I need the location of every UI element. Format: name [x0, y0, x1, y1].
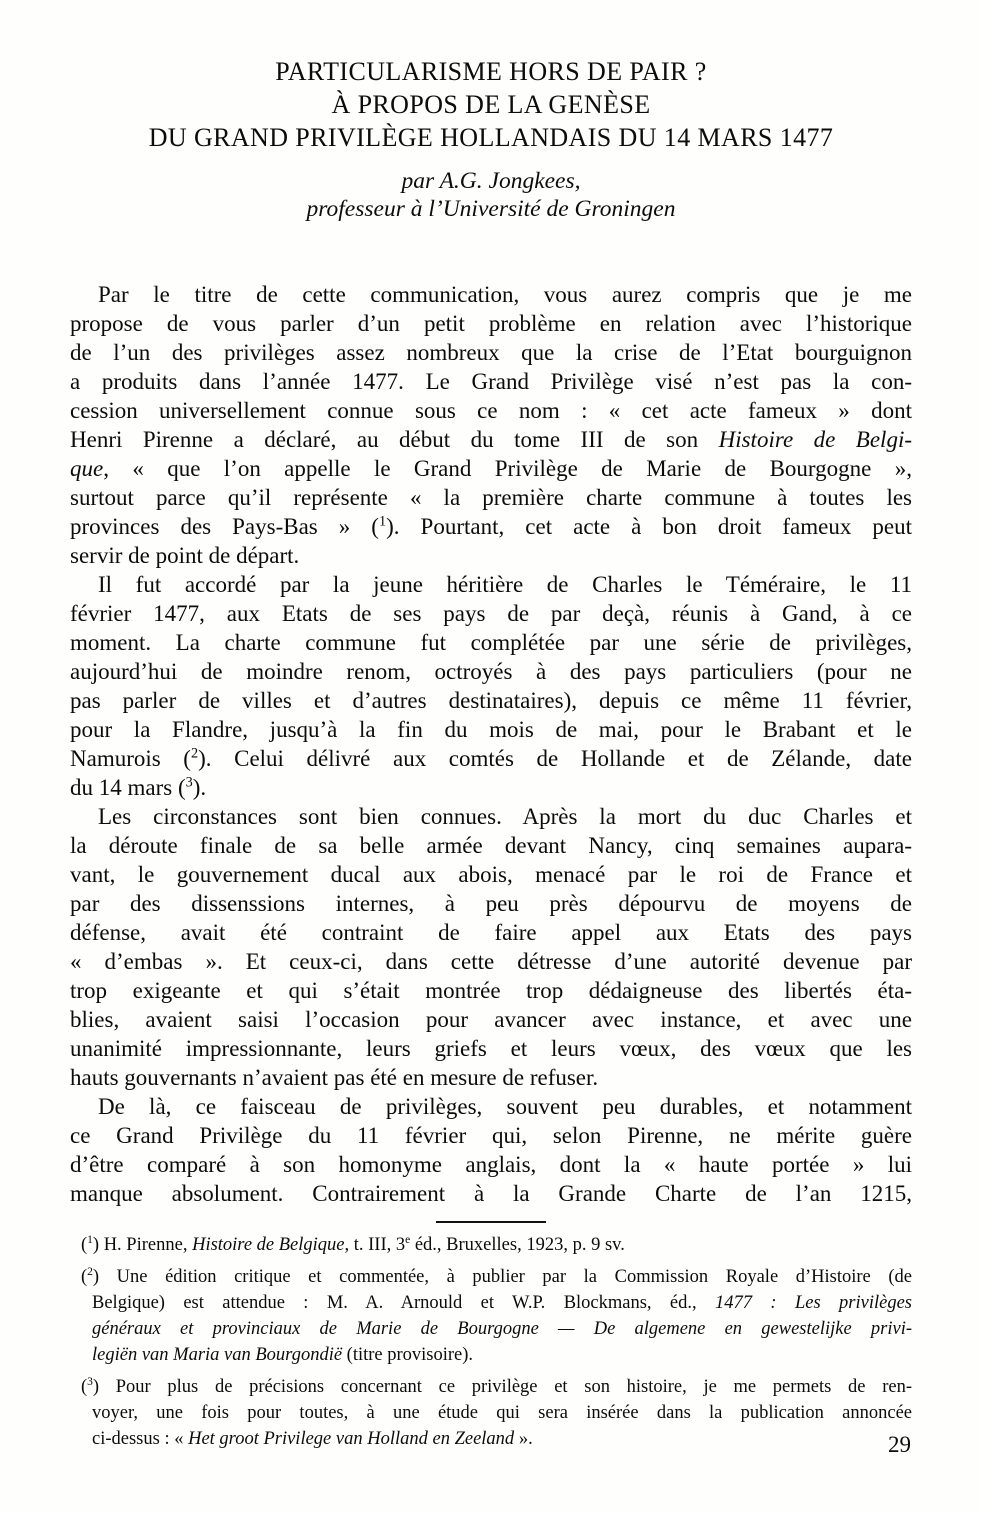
italic-text: généraux et provinciaux de Marie de Bourgogne — De algemene en gewestelijke privi-: [92, 1319, 912, 1339]
text-segment: par des dissenssions internes, à peu près dépourvu de moyens de: [70, 891, 912, 916]
text-line: [70, 976, 912, 1005]
byline: [70, 167, 912, 223]
paragraph: [70, 1092, 912, 1208]
superscript-ref: 2: [87, 1265, 93, 1278]
text-line: [70, 773, 912, 802]
text-segment: propose de vous parler d’un petit problème en relation avec l’historique: [70, 311, 912, 336]
superscript-ref: e: [405, 1233, 411, 1246]
text-segment: (: [81, 1267, 88, 1287]
text-segment: pas parler de villes et d’autres destinataires), depuis ce même 11 février,: [70, 688, 912, 713]
footnote: [70, 1232, 912, 1258]
text-line: [70, 947, 912, 976]
text-line: [70, 1264, 912, 1290]
text-line: [70, 570, 912, 599]
text-line: [70, 1150, 912, 1179]
text-segment: moment. La charte commune fut complétée par une série de privilèges,: [70, 630, 912, 655]
text-segment: , « que l’on appelle le Grand Privilège de Marie de Bourgogne »,: [103, 456, 912, 481]
italic-text: Histoire de Belgi-: [718, 427, 912, 452]
superscript-ref: 3: [185, 774, 193, 791]
text-line: [70, 541, 912, 570]
page-content: [70, 0, 912, 1452]
text-line: [70, 1400, 912, 1426]
text-line: [70, 1034, 912, 1063]
text-line: [70, 454, 912, 483]
italic-text: legiën van Maria van Bourgondië: [92, 1345, 343, 1365]
article-body: [70, 280, 912, 1208]
text-segment: surtout parce qu’il représente « la première charte commune à toutes les: [70, 485, 912, 510]
text-segment: Les circonstances sont bien connues. Après la mort du duc Charles et: [98, 804, 912, 829]
text-line: [70, 1005, 912, 1034]
text-segment: servir de point de départ.: [70, 543, 300, 568]
text-line: [70, 367, 912, 396]
text-line: [70, 309, 912, 338]
italic-text: que: [70, 456, 104, 481]
text-line: [70, 1063, 912, 1092]
paragraph: [70, 802, 912, 1092]
text-line: [70, 425, 912, 454]
text-segment: , t. III, 3: [344, 1235, 406, 1255]
superscript-ref: 3: [87, 1375, 93, 1388]
text-segment: de l’un des privilèges assez nombreux que la crise de l’Etat bourguignon: [70, 340, 912, 365]
text-line: [70, 280, 912, 309]
text-segment: d’être comparé à son homonyme anglais, dont la « haute portée » lui: [70, 1152, 912, 1177]
paragraph: [70, 570, 912, 802]
italic-text: 1477 : Les privilèges: [715, 1293, 912, 1313]
affiliation-line: professeur à l’Université de Groningen: [306, 196, 676, 222]
text-segment: hauts gouvernants n’avaient pas été en mesure de refuser.: [70, 1065, 599, 1090]
text-segment: vant, le gouvernement ducal aux abois, menacé par le roi de France et: [70, 862, 912, 887]
superscript-ref: 1: [87, 1233, 93, 1246]
text-segment: aujourd’hui de moindre renom, octroyés à des pays particuliers (pour ne: [70, 659, 912, 684]
text-segment: (: [81, 1377, 88, 1397]
title-line-3: DU GRAND PRIVILÈGE HOLLANDAIS DU 14 MARS 1477: [148, 123, 834, 152]
text-segment: cession universellement connue sous ce nom : « cet acte fameux » dont: [70, 398, 912, 423]
text-segment: défense, avait été contraint de faire appel aux Etats des pays: [70, 920, 912, 945]
footnote: [70, 1374, 912, 1452]
italic-text: Het groot Privilege van Holland en Zeeland: [188, 1429, 515, 1449]
text-segment: ).: [192, 775, 207, 800]
italic-text: Histoire de Belgique: [192, 1235, 345, 1255]
text-segment: la déroute finale de sa belle armée devant Nancy, cinq semaines aupara-: [70, 833, 912, 858]
text-segment: ). Pourtant, cet acte à bon droit fameux peut: [386, 514, 912, 539]
text-line: [70, 802, 912, 831]
text-segment: ) Pour plus de précisions concernant ce privilège et son histoire, je me permets de ren-: [92, 1377, 912, 1397]
superscript-ref: 2: [190, 745, 199, 762]
text-line: [70, 1342, 912, 1368]
text-line: [70, 744, 912, 773]
text-line: [70, 396, 912, 425]
text-line: [70, 889, 912, 918]
text-line: [70, 512, 912, 541]
text-segment: ci-dessus : «: [92, 1429, 189, 1449]
text-segment: manque absolument. Contrairement à la Grande Charte de l’an 1215,: [70, 1181, 912, 1206]
text-segment: trop exigeante et qui s’était montrée trop dédaigneuse des libertés éta-: [70, 978, 912, 1003]
text-segment: ) Une édition critique et commentée, à publier par la Commission Royale d’Histoire (de: [92, 1267, 912, 1287]
text-line: [70, 1426, 912, 1452]
text-line: [70, 1374, 912, 1400]
text-line: [70, 599, 912, 628]
text-line: [70, 657, 912, 686]
text-line: [70, 1316, 912, 1342]
article-title: [70, 55, 912, 154]
text-segment: ».: [514, 1429, 533, 1449]
text-segment: ce Grand Privilège du 11 février qui, selon Pirenne, ne mérite guère: [70, 1123, 912, 1148]
title-line-2: À PROPOS DE LA GENÈSE: [331, 90, 651, 119]
text-segment: ) H. Pirenne,: [92, 1235, 193, 1255]
text-segment: pour la Flandre, jusqu’à la fin du mois de mai, pour le Brabant et le: [70, 717, 912, 742]
text-line: [70, 686, 912, 715]
text-line: [70, 338, 912, 367]
article-header: [70, 0, 912, 223]
text-line: [70, 483, 912, 512]
text-segment: (: [81, 1235, 88, 1255]
text-line: [70, 1232, 912, 1258]
text-segment: blies, avaient saisi l’occasion pour avancer avec instance, et avec une: [70, 1007, 912, 1032]
text-line: [70, 1290, 912, 1316]
text-segment: Henri Pirenne a déclaré, au début du tome III de son: [70, 427, 719, 452]
text-line: [70, 715, 912, 744]
superscript-ref: 1: [378, 513, 387, 530]
text-segment: du 14 mars (: [70, 775, 186, 800]
text-segment: unanimité impressionnante, leurs griefs et leurs vœux, des vœux que les: [70, 1036, 912, 1061]
text-segment: Il fut accordé par la jeune héritière de Charles le Téméraire, le 11: [98, 572, 912, 597]
author-line: par A.G. Jongkees,: [401, 168, 581, 194]
text-segment: provinces des Pays-Bas » (: [70, 514, 379, 539]
text-segment: « d’embas ». Et ceux-ci, dans cette détresse d’une autorité devenue par: [70, 949, 912, 974]
paragraph: [70, 280, 912, 570]
text-segment: Belgique) est attendue : M. A. Arnould et W.P. Blockmans, éd.,: [92, 1293, 716, 1313]
text-line: [70, 1179, 912, 1208]
text-segment: Namurois (: [70, 746, 191, 771]
text-segment: Par le titre de cette communication, vous aurez compris que je me: [98, 282, 912, 307]
text-segment: (titre provisoire).: [342, 1345, 474, 1365]
text-line: [70, 831, 912, 860]
title-line-1: PARTICULARISME HORS DE PAIR ?: [275, 57, 707, 86]
text-segment: a produits dans l’année 1477. Le Grand Privilège visé n’est pas la con-: [70, 369, 912, 394]
text-segment: De là, ce faisceau de privilèges, souvent peu durables, et notamment: [98, 1094, 912, 1119]
text-segment: février 1477, aux Etats de ses pays de par deçà, réunis à Gand, à ce: [70, 601, 912, 626]
page-number: 29: [888, 1432, 911, 1457]
text-segment: voyer, une fois pour toutes, à une étude qui sera insérée dans la publication annoncée: [92, 1403, 912, 1423]
text-line: [70, 1121, 912, 1150]
footnotes: [70, 1232, 912, 1452]
text-segment: éd., Bruxelles, 1923, p. 9 sv.: [410, 1235, 625, 1255]
text-segment: ). Celui délivré aux comtés de Hollande et de Zélande, date: [198, 746, 912, 771]
text-line: [70, 860, 912, 889]
text-line: [70, 1092, 912, 1121]
footnote: [70, 1264, 912, 1368]
text-line: [70, 628, 912, 657]
text-line: [70, 918, 912, 947]
footnote-separator: [436, 1221, 546, 1223]
